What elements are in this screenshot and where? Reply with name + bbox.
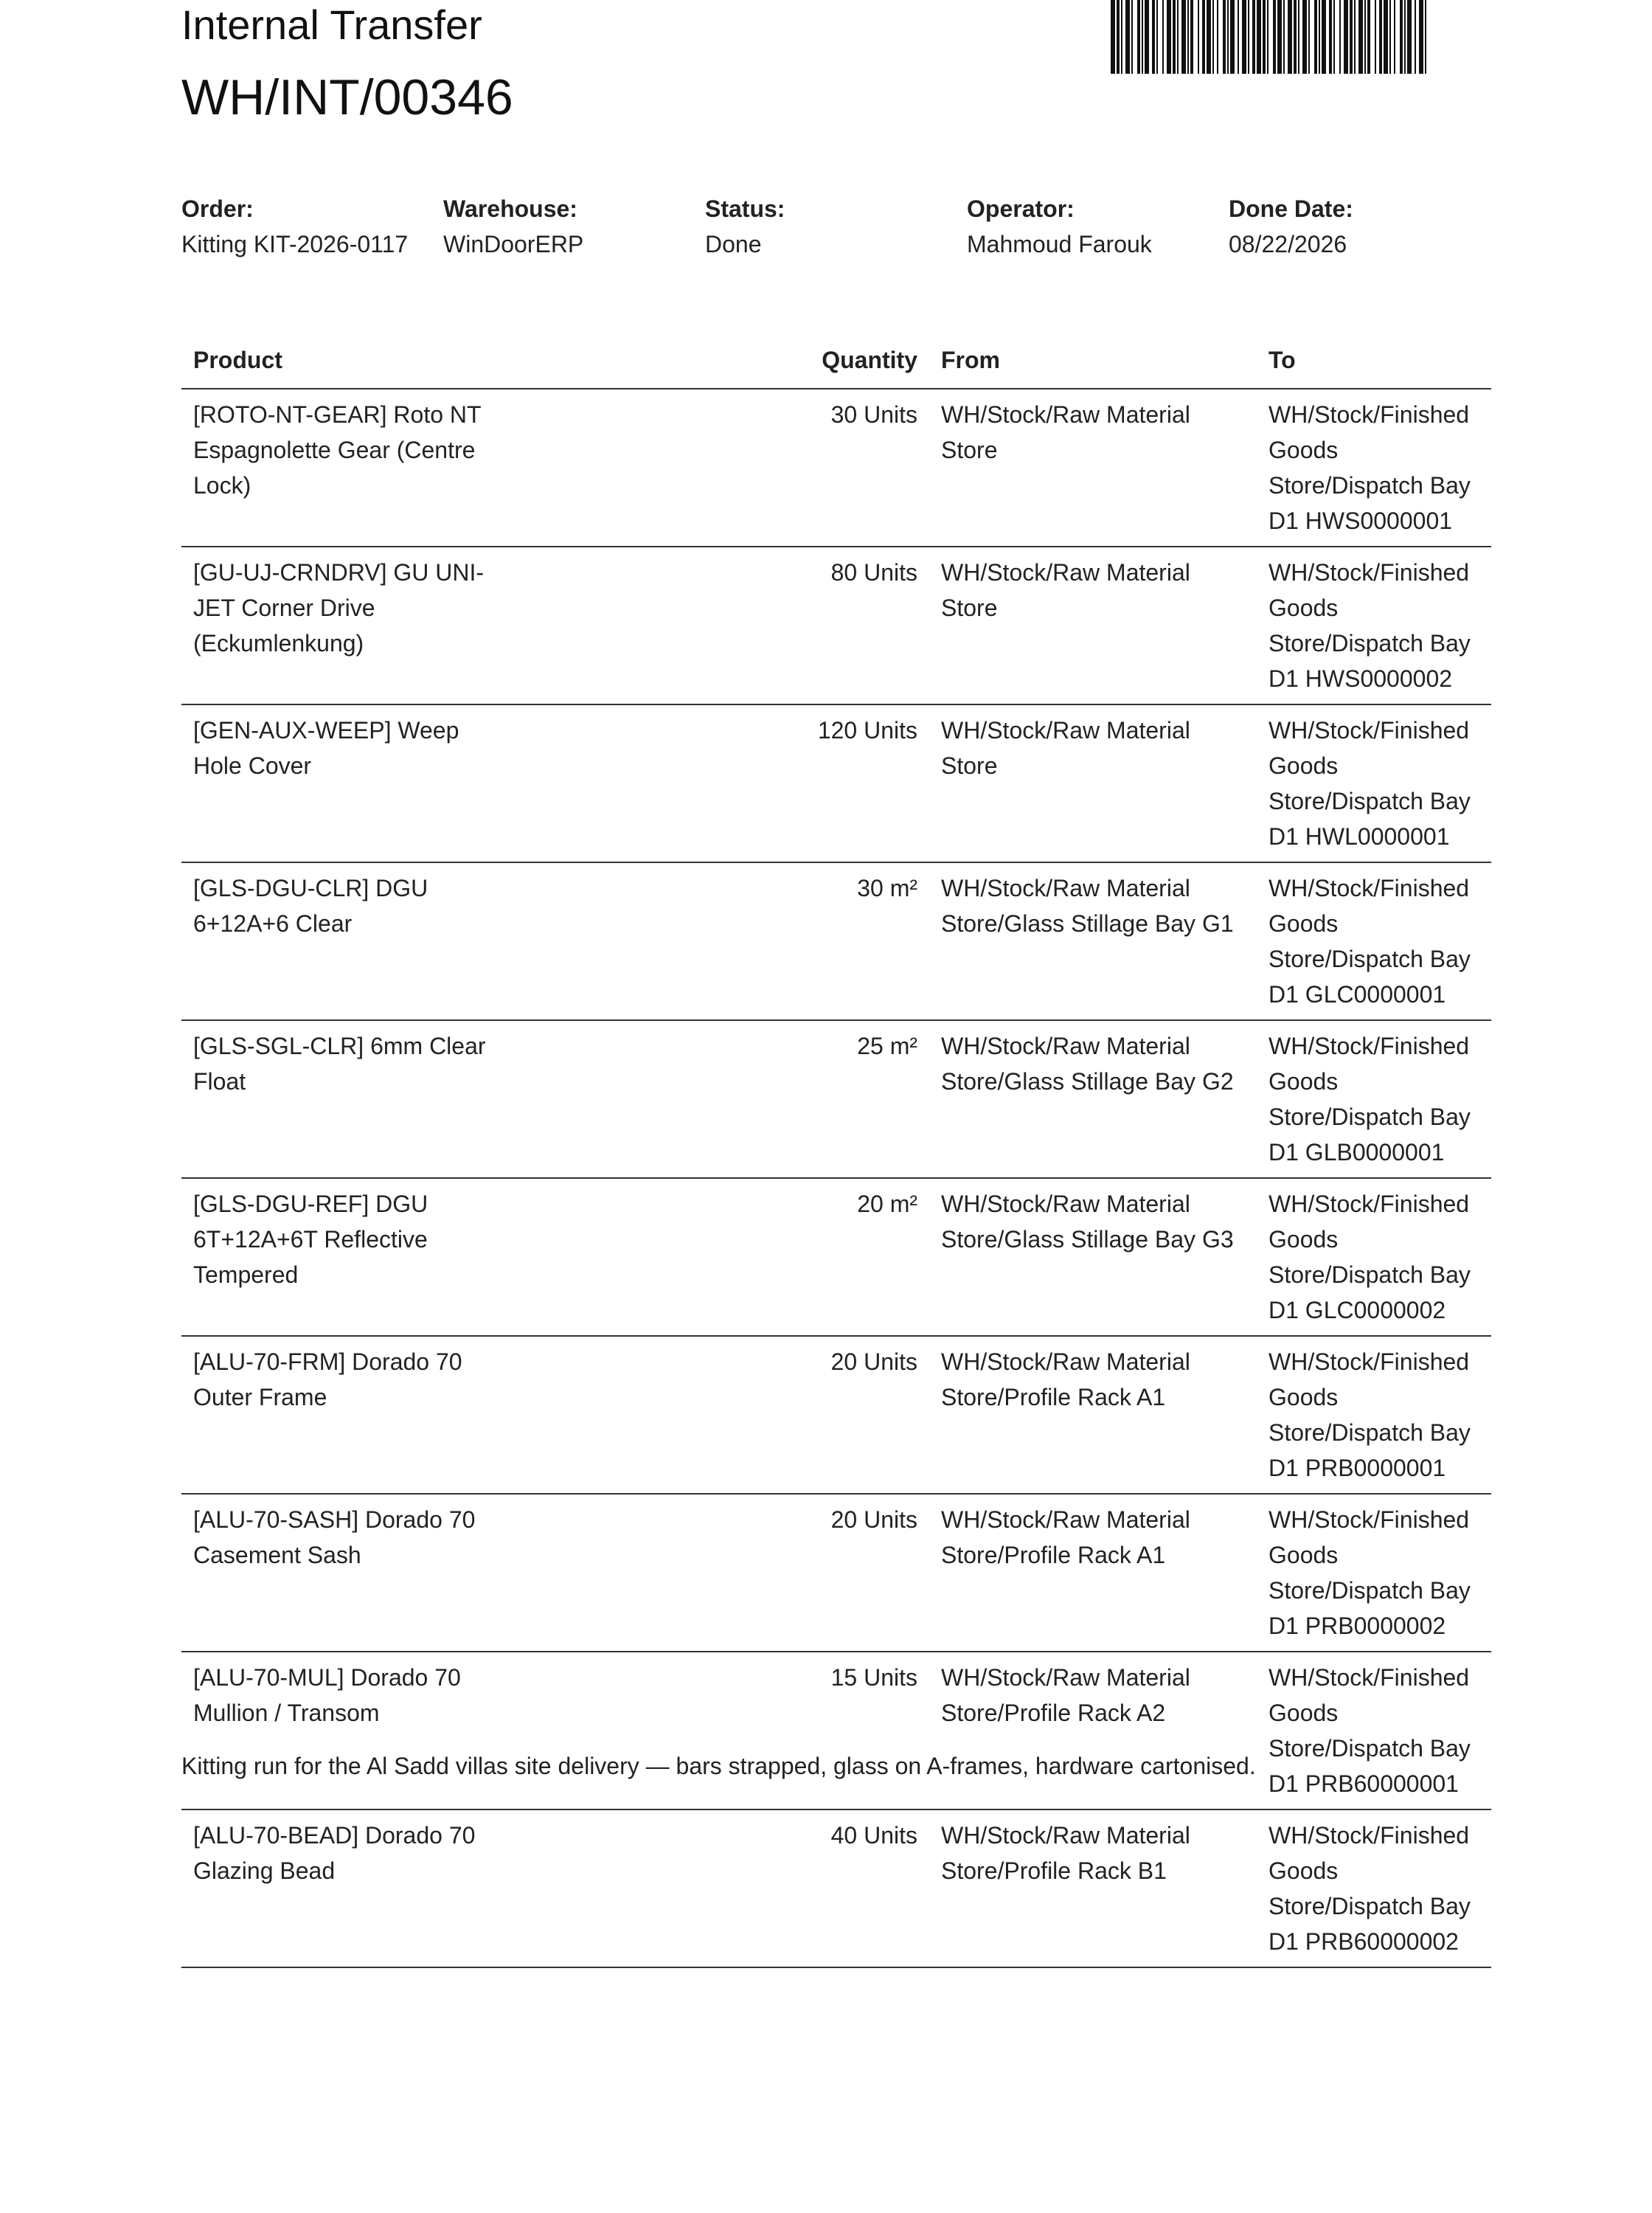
- meta-label: Done Date:: [1229, 195, 1353, 222]
- cell-from: WH/Stock/Raw Material Store/Glass Stillage Bay G3: [929, 1178, 1257, 1336]
- cell-from: WH/Stock/Raw Material Store/Glass Stillage Bay G1: [929, 862, 1257, 1020]
- cell-quantity: 30 Units: [758, 389, 929, 547]
- cell-spacer: [522, 389, 758, 547]
- cell-product: [GEN-AUX-WEEP] Weep Hole Cover: [181, 704, 522, 862]
- cell-from: WH/Stock/Raw Material Store: [929, 389, 1257, 547]
- meta-label: Operator:: [967, 195, 1075, 222]
- cell-from: WH/Stock/Raw Material Store: [929, 704, 1257, 862]
- cell-to: WH/Stock/Finished Goods Store/Dispatch Bay D1 PRB60000002: [1257, 1809, 1491, 1967]
- cell-quantity: 80 Units: [758, 547, 929, 704]
- cell-spacer: [522, 1809, 758, 1967]
- header-spacer: [522, 335, 758, 389]
- table-row: [181, 1178, 1491, 1336]
- cell-spacer: [522, 547, 758, 704]
- cell-spacer: [522, 1652, 758, 1809]
- cell-quantity: 15 Units: [758, 1652, 929, 1809]
- document-title: Internal Transfer: [181, 1, 482, 48]
- cell-product: [ALU-70-FRM] Dorado 70 Outer Frame: [181, 1336, 522, 1494]
- cell-from: WH/Stock/Raw Material Store/Profile Rack A1: [929, 1336, 1257, 1494]
- meta-done-date: [1229, 193, 1490, 260]
- cell-spacer: [522, 1178, 758, 1336]
- table-header-row: [181, 335, 1491, 389]
- meta-value: Kitting KIT-2026-0117: [181, 231, 409, 257]
- cell-product: [GLS-SGL-CLR] 6mm Clear Float: [181, 1020, 522, 1178]
- cell-to: WH/Stock/Finished Goods Store/Dispatch Bay D1 HWS0000002: [1257, 547, 1491, 704]
- meta-section: [181, 193, 1491, 260]
- cell-to: WH/Stock/Finished Goods Store/Dispatch Bay D1 GLC0000001: [1257, 862, 1491, 1020]
- transfer-note: Kitting run for the Al Sadd villas site delivery — bars strapped, glass on A-frames, hardware cartonised.: [181, 1753, 1256, 1779]
- table-row: [181, 1809, 1491, 1967]
- move-lines-table: [181, 335, 1491, 1968]
- cell-quantity: 30 m²: [758, 862, 929, 1020]
- cell-product: [GLS-DGU-REF] DGU 6T+12A+6T Reflective Tempered: [181, 1178, 522, 1336]
- cell-spacer: [522, 1494, 758, 1652]
- cell-quantity: 40 Units: [758, 1809, 929, 1967]
- table-row: [181, 1336, 1491, 1494]
- header-quantity: Quantity: [758, 335, 929, 389]
- cell-to: WH/Stock/Finished Goods Store/Dispatch Bay D1 PRB0000001: [1257, 1336, 1491, 1494]
- cell-quantity: 20 m²: [758, 1178, 929, 1336]
- table-row: [181, 862, 1491, 1020]
- table-row: [181, 547, 1491, 704]
- cell-product: [GU-UJ-CRNDRV] GU UNI-JET Corner Drive (Eckumlenkung): [181, 547, 522, 704]
- meta-label: Warehouse:: [443, 195, 577, 222]
- cell-to: WH/Stock/Finished Goods Store/Dispatch Bay D1 PRB0000002: [1257, 1494, 1491, 1652]
- cell-spacer: [522, 1336, 758, 1494]
- document-reference: WH/INT/00346: [181, 69, 513, 125]
- cell-to: WH/Stock/Finished Goods Store/Dispatch Bay D1 HWS0000001: [1257, 389, 1491, 547]
- header-from: From: [929, 335, 1257, 389]
- meta-value: WinDoorERP: [443, 231, 584, 257]
- header-product: Product: [181, 335, 522, 389]
- cell-to: WH/Stock/Finished Goods Store/Dispatch Bay D1 PRB60000001: [1257, 1652, 1491, 1809]
- cell-product: [ROTO-NT-GEAR] Roto NT Espagnolette Gear (Centre Lock): [181, 389, 522, 547]
- cell-product: [ALU-70-SASH] Dorado 70 Casement Sash: [181, 1494, 522, 1652]
- meta-operator: [967, 193, 1229, 260]
- meta-label: Order:: [181, 195, 254, 222]
- cell-spacer: [522, 862, 758, 1020]
- cell-spacer: [522, 1020, 758, 1178]
- table-row: [181, 1652, 1491, 1809]
- table-row: [181, 704, 1491, 862]
- cell-product: [ALU-70-MUL] Dorado 70 Mullion / Transom: [181, 1652, 522, 1809]
- meta-order: [181, 193, 443, 260]
- header-to: To: [1257, 335, 1491, 389]
- cell-spacer: [522, 704, 758, 862]
- cell-to: WH/Stock/Finished Goods Store/Dispatch Bay D1 GLB0000001: [1257, 1020, 1491, 1178]
- cell-from: WH/Stock/Raw Material Store/Glass Stillage Bay G2: [929, 1020, 1257, 1178]
- cell-product: [GLS-DGU-CLR] DGU 6+12A+6 Clear: [181, 862, 522, 1020]
- cell-quantity: 25 m²: [758, 1020, 929, 1178]
- cell-quantity: 120 Units: [758, 704, 929, 862]
- cell-quantity: 20 Units: [758, 1494, 929, 1652]
- meta-value: 08/22/2026: [1229, 231, 1347, 257]
- barcode-icon: [1111, 0, 1426, 74]
- meta-label: Status:: [705, 195, 785, 222]
- table-row: [181, 389, 1491, 547]
- table-row: [181, 1494, 1491, 1652]
- meta-value: Done: [705, 231, 762, 257]
- cell-to: WH/Stock/Finished Goods Store/Dispatch Bay D1 GLC0000002: [1257, 1178, 1491, 1336]
- cell-from: WH/Stock/Raw Material Store: [929, 547, 1257, 704]
- cell-from: WH/Stock/Raw Material Store/Profile Rack A1: [929, 1494, 1257, 1652]
- meta-warehouse: [443, 193, 705, 260]
- cell-to: WH/Stock/Finished Goods Store/Dispatch Bay D1 HWL0000001: [1257, 704, 1491, 862]
- cell-quantity: 20 Units: [758, 1336, 929, 1494]
- table-row: [181, 1020, 1491, 1178]
- cell-from: WH/Stock/Raw Material Store/Profile Rack A2: [929, 1652, 1257, 1809]
- cell-product: [ALU-70-BEAD] Dorado 70 Glazing Bead: [181, 1809, 522, 1967]
- cell-from: WH/Stock/Raw Material Store/Profile Rack B1: [929, 1809, 1257, 1967]
- meta-status: [705, 193, 967, 260]
- meta-value: Mahmoud Farouk: [967, 231, 1152, 257]
